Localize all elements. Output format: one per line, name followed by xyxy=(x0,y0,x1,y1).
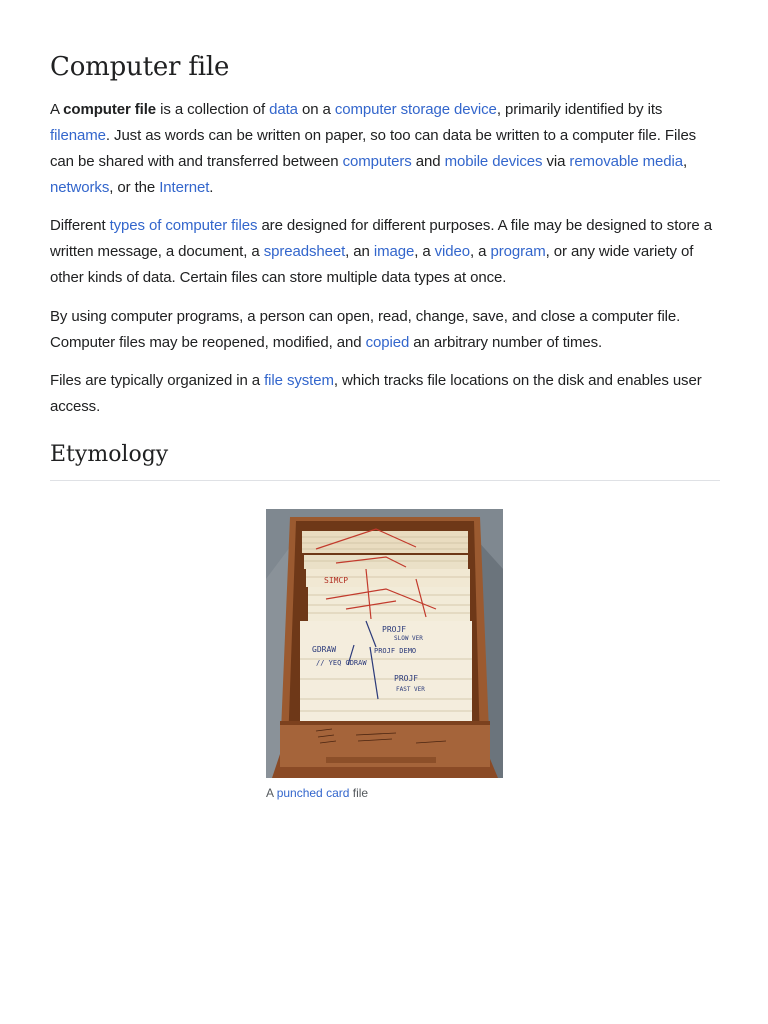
link-file-system[interactable]: file system xyxy=(264,372,334,390)
text: an arbitrary number of times. xyxy=(409,333,603,351)
text: Different xyxy=(50,217,110,235)
card-row-5 xyxy=(300,621,472,721)
link-spreadsheet[interactable]: spreadsheet xyxy=(263,243,346,261)
box-front-edge xyxy=(280,721,490,725)
article-content xyxy=(50,52,720,481)
link-computer-storage-device[interactable]: computer storage device xyxy=(334,101,497,119)
text: , or any wide variety of other kinds of data. Certain files can store multiple data types at once. xyxy=(50,243,694,286)
label-slow: SLOW VER xyxy=(394,635,423,642)
link-types-of-computer-files[interactable]: types of computer files xyxy=(109,217,258,235)
text: are designed for different purposes. A file may be designed to store a written message, a document, a xyxy=(50,217,712,261)
figure-caption xyxy=(266,785,503,801)
label-prof-bottom: PROJF xyxy=(394,674,419,683)
text: . xyxy=(209,178,214,196)
text: , or the xyxy=(109,178,160,196)
intro-paragraph-2 xyxy=(50,213,720,290)
text: file xyxy=(349,786,369,800)
text: , a xyxy=(414,243,435,261)
text: , which tracks file locations on the disk and enables user access. xyxy=(50,372,702,416)
bold-term: computer file xyxy=(63,101,157,119)
label-simcp: SIMCP xyxy=(324,576,349,585)
text: , primarily identified by its xyxy=(496,101,663,119)
label-fast: FAST VER xyxy=(396,686,425,693)
label-prof-top: PROJF xyxy=(382,625,407,634)
label-gdraw: GDRAW xyxy=(312,645,337,654)
box-bottom-shadow xyxy=(326,757,436,763)
text: , an xyxy=(345,243,374,261)
link-data[interactable]: data xyxy=(269,101,298,119)
text: and xyxy=(411,152,445,170)
text: , xyxy=(682,152,688,170)
link-video[interactable]: video xyxy=(434,243,471,261)
text: is a collection of xyxy=(156,101,270,119)
intro-paragraph-3 xyxy=(50,304,720,356)
link-copied[interactable]: copied xyxy=(365,333,410,351)
link-internet[interactable]: Internet xyxy=(159,178,210,196)
label-yeq: // YEQ GDRAW xyxy=(316,659,367,667)
punched-card-photo[interactable] xyxy=(266,509,503,778)
link-punched-card[interactable]: punched card xyxy=(276,786,350,800)
text: Files are typically organized in a xyxy=(50,372,265,390)
link-program[interactable]: program xyxy=(490,243,546,261)
figure-punched-card xyxy=(266,509,503,801)
page-title: Computer file xyxy=(50,52,230,82)
link-computers[interactable]: computers xyxy=(342,152,412,170)
text: . Just as words can be written on paper, so too can data be written to a computer file. Files can be shared with and transferred between xyxy=(50,126,697,170)
label-prof-demo: PROJF DEMO xyxy=(374,647,417,655)
card-row-1 xyxy=(302,531,468,553)
section-heading-etymology: Etymology xyxy=(50,442,720,481)
link-networks[interactable]: networks xyxy=(50,178,110,196)
text: A xyxy=(266,786,277,800)
link-image[interactable]: image xyxy=(373,243,415,261)
link-filename[interactable]: filename xyxy=(50,126,106,144)
text: via xyxy=(542,152,570,170)
card-row-4 xyxy=(308,587,470,621)
intro-paragraph-1 xyxy=(50,97,720,200)
text: on a xyxy=(297,101,335,119)
text: A xyxy=(50,101,64,119)
link-removable-media[interactable]: removable media xyxy=(569,152,683,170)
text: , a xyxy=(470,243,491,261)
intro-paragraph-4 xyxy=(50,368,720,420)
text: By using computer programs, a person can open, read, change, save, and close a computer file. Computer files may be reopened, modified, and xyxy=(50,307,681,351)
link-mobile-devices[interactable]: mobile devices xyxy=(444,152,543,170)
